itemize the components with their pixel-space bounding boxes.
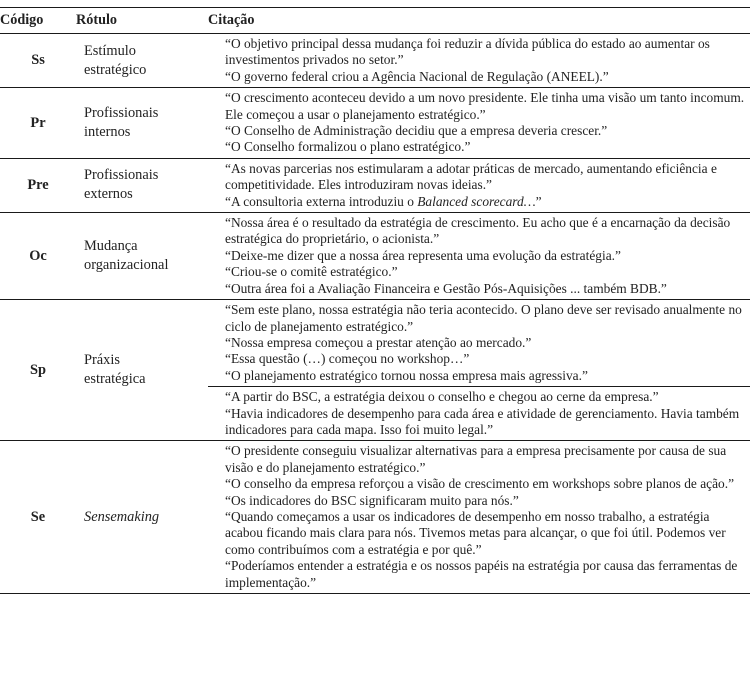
row-label: Sensemaking	[76, 441, 208, 594]
quote-text: “A consultoria externa introduziu o	[225, 193, 418, 209]
label-line: internos	[84, 124, 131, 141]
row-code: Se	[0, 441, 76, 594]
table-row-sp	[0, 300, 750, 387]
header-label: Rótulo	[76, 8, 208, 34]
table-row-se	[0, 441, 750, 594]
quote: “O objetivo principal dessa mudança foi reduzir a dívida pública do estado ao aumentar os investimentos privados no setor.”	[225, 36, 710, 68]
header-code: Código	[0, 8, 76, 34]
table-row-pre	[0, 158, 750, 212]
row-label	[76, 88, 208, 159]
coding-table	[0, 7, 750, 594]
label-line: estratégico	[84, 61, 147, 78]
table-row-oc	[0, 213, 750, 300]
quote-italic-term: Balanced scorecard…	[417, 193, 536, 209]
label-line: externos	[84, 186, 133, 203]
quote: “Os indicadores do BSC significaram muito para nós.”	[225, 492, 519, 508]
row-code: Sp	[0, 300, 76, 441]
row-label	[76, 300, 208, 441]
row-label	[76, 158, 208, 212]
row-quotes	[208, 441, 750, 594]
label-line: Mudança	[84, 238, 138, 255]
label-line: estratégica	[84, 371, 146, 388]
quote: “Essa questão (…) começou no workshop…”	[225, 351, 470, 367]
quote: “Quando começamos a usar os indicadores de desempenho em nosso trabalho, a estratégia acabou ficando mais clara para nós. Tivemos metas para alcançar, o que foi útil. Podemos ver como contribuímos com a estratégia e por quê.”	[225, 508, 726, 557]
row-quotes-group-1	[208, 300, 750, 387]
quote-close: ”	[535, 193, 542, 209]
quote: “A partir do BSC, a estratégia deixou o conselho e chegou ao cerne da empresa.”	[225, 389, 659, 405]
row-label	[76, 34, 208, 88]
label-line: organizacional	[84, 257, 169, 274]
row-code: Ss	[0, 34, 76, 88]
row-code: Oc	[0, 213, 76, 300]
quote: “Nossa empresa começou a prestar atenção ao mercado.”	[225, 334, 532, 350]
quote: “O presidente conseguiu visualizar alternativas para a empresa precisamente por causa de sua visão e do planejamento estratégico.”	[225, 443, 727, 475]
quote: “Deixe-me dizer que a nossa área representa uma evolução da estratégia.”	[225, 247, 621, 263]
quote: “O conselho da empresa reforçou a visão de crescimento em workshops sobre planos de ação.”	[225, 476, 735, 492]
row-quotes	[208, 158, 750, 212]
quote: “Outra área foi a Avaliação Financeira e Gestão Pós-Aquisições ... também BDB.”	[225, 280, 667, 296]
quote: “Havia indicadores de desempenho para cada área e atividade de gerenciamento. Havia também indicadores para cada mapa. Isso foi muito legal.”	[225, 405, 740, 437]
label-line: Profissionais	[84, 167, 159, 184]
header-row	[0, 8, 750, 34]
quote: “Nossa área é o resultado da estratégia de crescimento. Eu acho que é a encarnação da decisão estratégica do proprietário, o acionista.”	[225, 215, 731, 247]
row-label	[76, 213, 208, 300]
quote: “Poderíamos entender a estratégia e os nossos papéis na estratégia por causa das ferramentas de implementação.”	[225, 558, 738, 590]
quote: “O Conselho de Administração decidiu que a empresa deveria crescer.”	[225, 123, 608, 139]
quote: “O planejamento estratégico tornou nossa empresa mais agressiva.”	[225, 367, 588, 383]
row-quotes-group-2	[208, 387, 750, 441]
row-quotes	[208, 213, 750, 300]
quote	[225, 194, 746, 210]
label-line: Estímulo	[84, 42, 136, 59]
quote: “Sem este plano, nossa estratégia não teria acontecido. O plano deve ser revisado anualmente no ciclo de planejamento estratégico.”	[225, 302, 742, 334]
row-code: Pre	[0, 158, 76, 212]
row-quotes	[208, 88, 750, 159]
quote: “O governo federal criou a Agência Nacional de Regulação (ANEEL).”	[225, 68, 609, 84]
label-line: Profissionais	[84, 105, 159, 122]
header-quote: Citação	[208, 8, 750, 34]
table-row-pr	[0, 88, 750, 159]
quote: “Criou-se o comitê estratégico.”	[225, 264, 398, 280]
label-line: Práxis	[84, 352, 120, 369]
quote: “As novas parcerias nos estimularam a adotar práticas de mercado, aumentando eficiência e competitividade. Eles introduziram novas ideias.”	[225, 160, 717, 193]
row-quotes	[208, 34, 750, 88]
row-code: Pr	[0, 88, 76, 159]
table-row-ss	[0, 34, 750, 88]
quote: “O crescimento aconteceu devido a um novo presidente. Ele tinha uma visão um tanto incomum. Ele começou a usar o planejamento estratégico.”	[225, 90, 745, 122]
quote: “O Conselho formalizou o plano estratégico.”	[225, 139, 471, 155]
